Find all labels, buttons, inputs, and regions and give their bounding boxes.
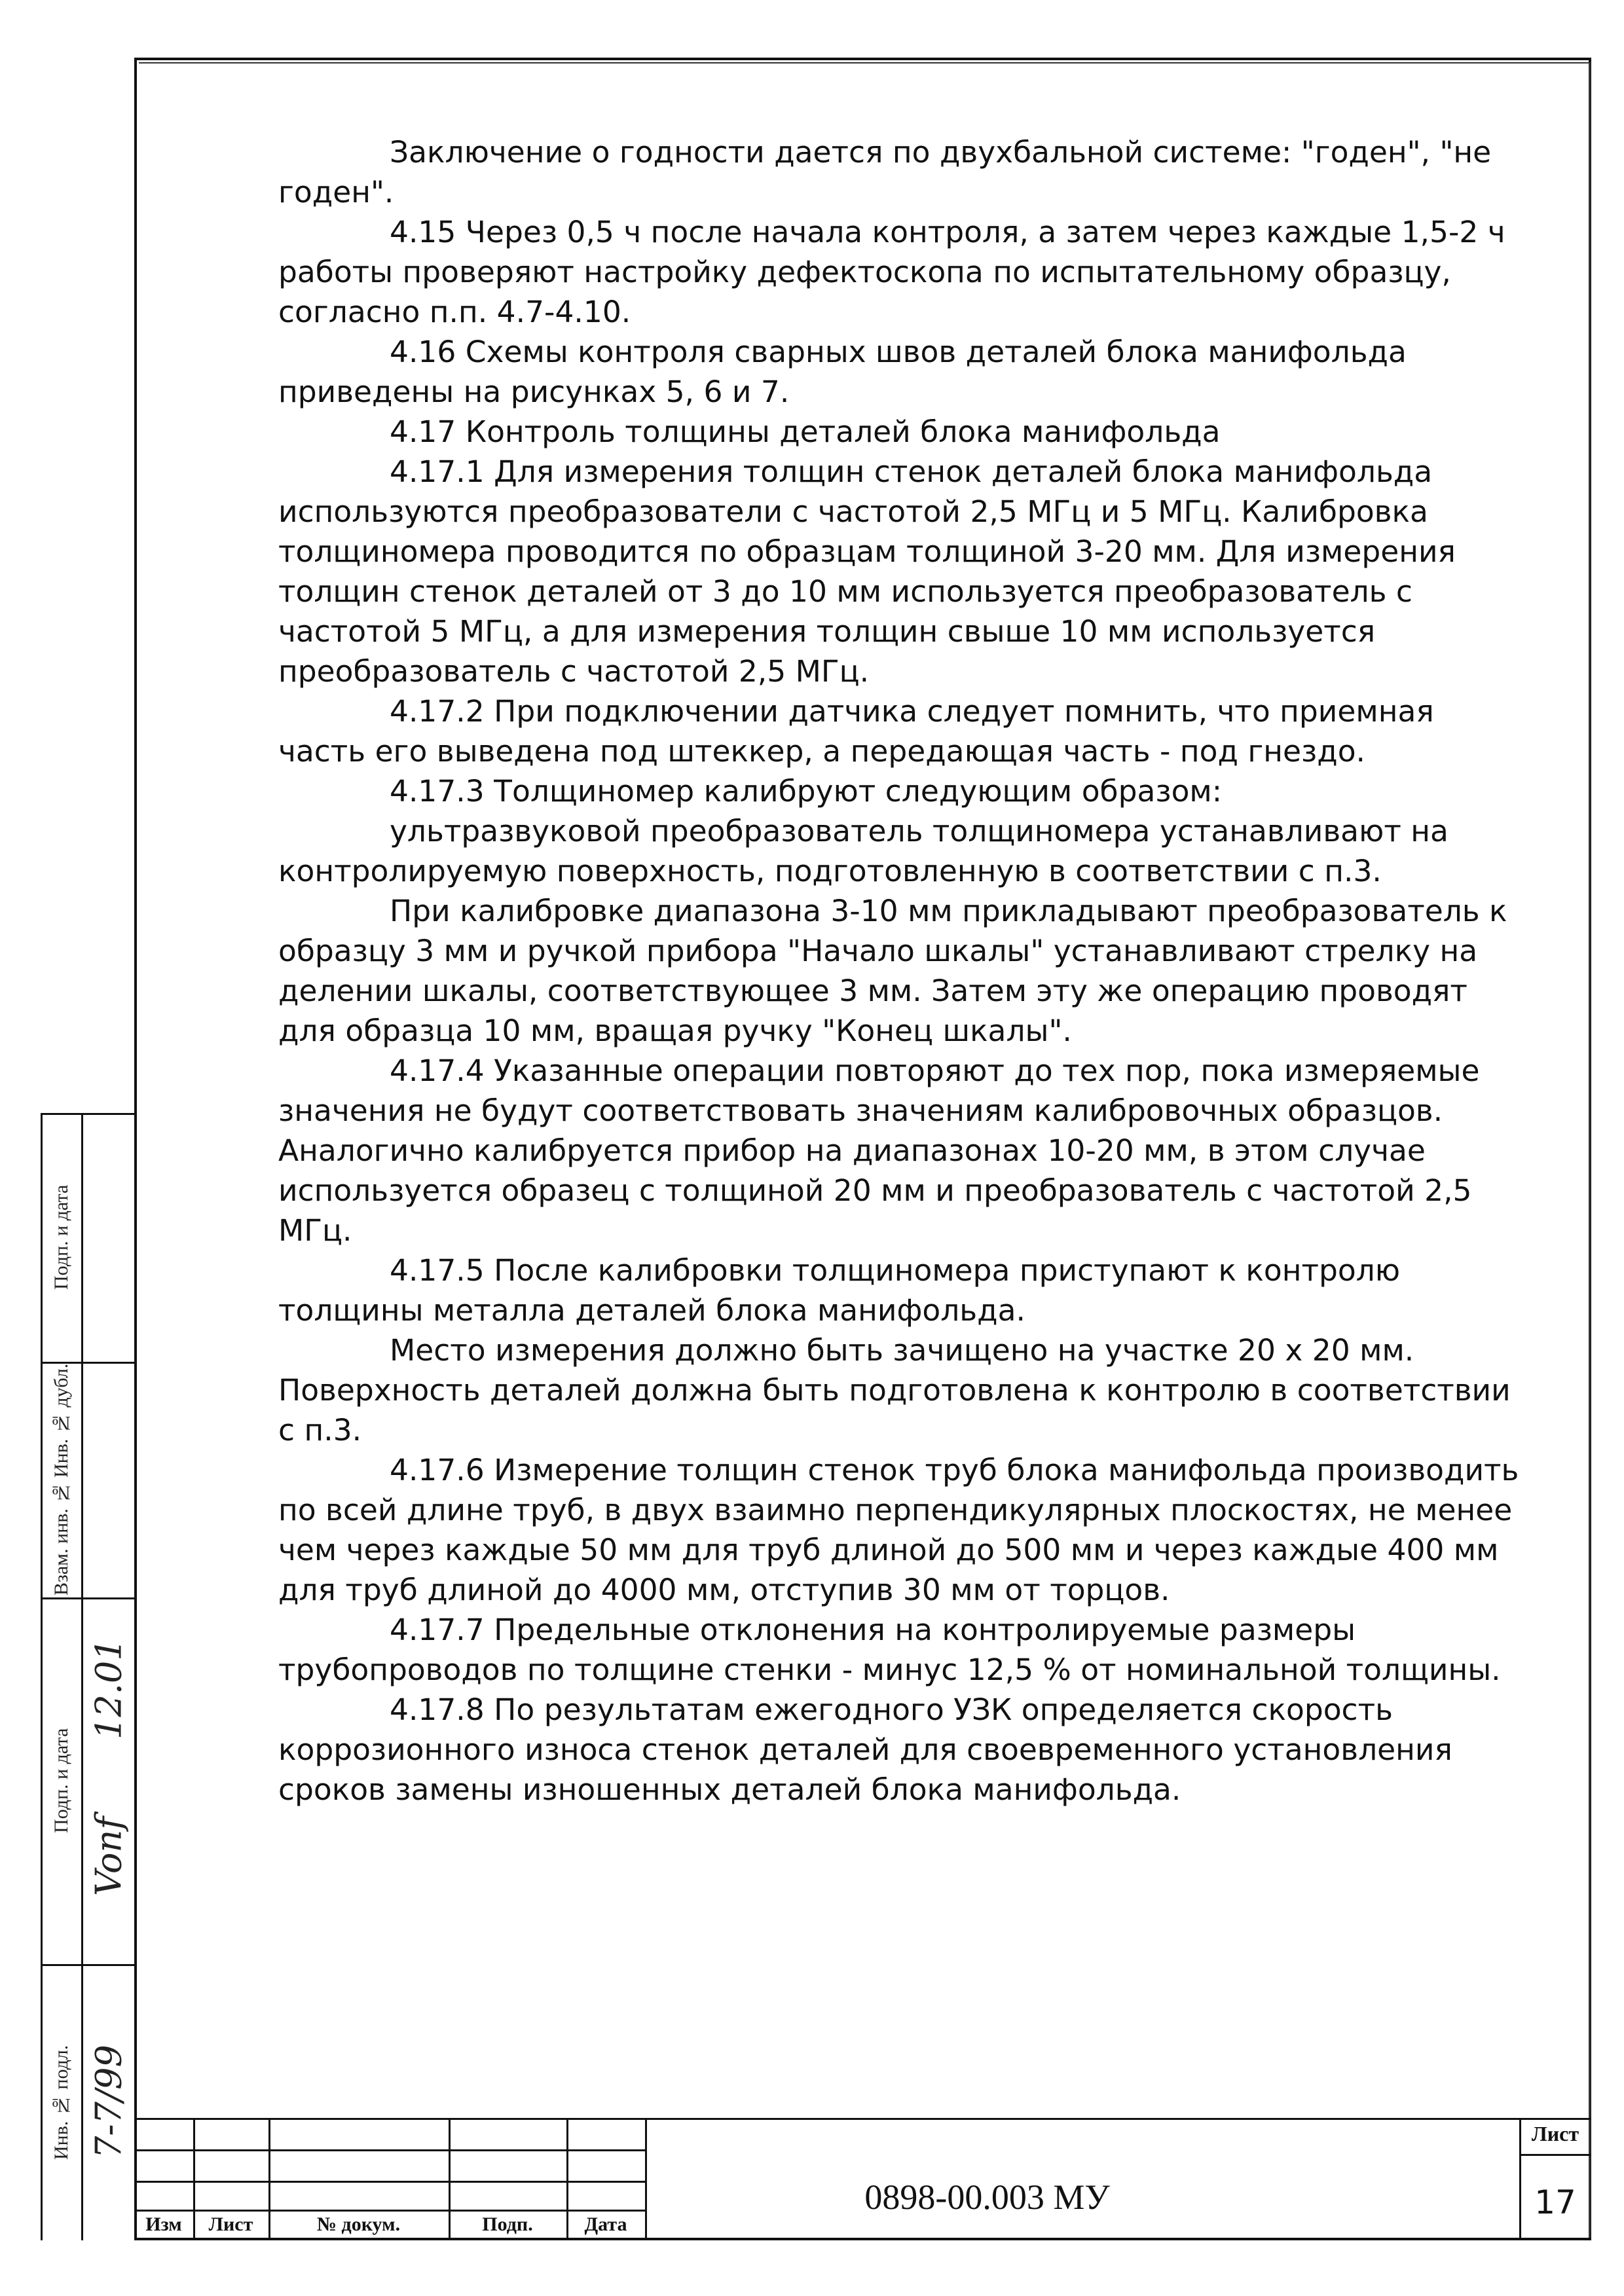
- paragraph: 4.17.2 При подключении датчика следует помнить, что приемная часть его выведена под штеккер, а передающая часть - под гнездо.: [278, 694, 1434, 769]
- stamp-label-inv-dubl: Инв. № дубл.: [50, 1363, 72, 1478]
- paragraph: 4.17.1 Для измерения толщин стенок деталей блока манифольда используются преобразователи с частотой 2,5 МГц и 5 МГц. Калибровка толщиномера проводится по образцам толщиной 3-20 мм. Для измерения толщин стенок деталей от 3 до 10 мм используется преобразователь с частотой 5 МГц, а для измерения толщин свыше 10 мм используется преобразователь с частотой 2,5 МГц.: [278, 454, 1456, 689]
- stamp-rule-middle: [81, 1113, 83, 2240]
- side-stamp: [41, 1113, 134, 2240]
- stamp-label-vzam-inv: Взам. инв. №: [50, 1482, 72, 1595]
- tb-label-podp: Подп.: [482, 2214, 533, 2235]
- stamp-label-inv-podl: Инв. № подл.: [50, 2045, 72, 2160]
- paragraph: 4.17.4 Указанные операции повторяют до тех пор, пока измеряемые значения не будут соответствовать значениям калибровочных образцов. Аналогично калибруется прибор на диапазонах 10-20 мм, в этом случае используется образец с толщиной 20 мм и преобразователь с частотой 2,5 МГц.: [278, 1053, 1480, 1248]
- paragraph: 4.15 Через 0,5 ч после начала контроля, а затем через каждые 1,5-2 ч работы проверяют настройку дефектоскопа по испытательному образцу, согласно п.п. 4.7-4.10.: [278, 215, 1505, 329]
- paragraph: При калибровке диапазона 3-10 мм прикладывают преобразователь к образцу 3 мм и ручкой прибора "Начало шкалы" устанавливают стрелку на делении шкалы, соответствующее 3 мм. Затем эту же операцию проводят для образца 10 мм, вращая ручку "Конец шкалы".: [278, 894, 1507, 1048]
- sheet-number: 17: [1534, 2183, 1576, 2221]
- stamp-label-podp-data-top: Подп. и дата: [50, 1184, 72, 1290]
- sheet-label: Лист: [1531, 2122, 1579, 2145]
- handwritten-inventory: 7-7/99: [88, 2045, 130, 2159]
- tb-line: [1519, 2154, 1591, 2156]
- document-body: [278, 132, 1522, 1810]
- tb-label-izm: Изм: [145, 2214, 182, 2235]
- paragraph: 4.17.6 Измерение толщин стенок труб блока манифольда производить по всей длине труб, в двух взаимно перпендикулярных плоскостях, не менее чем через каждые 50 мм для труб длиной до 500 мм и через каждые 400 мм для труб длиной до 4000 мм, отступив 30 мм от торцов.: [278, 1453, 1519, 1607]
- title-block: [134, 2118, 1591, 2240]
- handwritten-date: 12.01: [88, 1638, 130, 1740]
- stamp-label-podp-data: Подп. и дата: [50, 1728, 72, 1834]
- paragraph: 4.17.7 Предельные отклонения на контролируемые размеры трубопроводов по толщине стенки - минус 12,5 % от номинальной толщины.: [278, 1613, 1501, 1687]
- tb-line: [134, 2149, 645, 2151]
- stamp-rule-left: [41, 1113, 43, 2240]
- document-code: 0898-00.003 МУ: [864, 2178, 1110, 2217]
- paragraph: Место измерения должно быть зачищено на участке 20 х 20 мм. Поверхность деталей должна быть подготовлена к контролю в соответствии с п.3.: [278, 1333, 1511, 1448]
- paragraph: ультразвуковой преобразователь толщиномера устанавливают на контролируемую поверхность, подготовленную в соответствии с п.3.: [278, 814, 1449, 888]
- paragraph: Заключение о годности дается по двухбальной системе: "годен", "не годен".: [278, 135, 1492, 210]
- tb-line: [134, 2181, 645, 2183]
- tb-line: [134, 2210, 645, 2212]
- paragraph: 4.17.3 Толщиномер калибруют следующим образом:: [390, 774, 1223, 809]
- paragraph: 4.17.5 После калибровки толщиномера приступают к контролю толщины металла деталей блока манифольда.: [278, 1253, 1401, 1328]
- tb-label-data: Дата: [584, 2214, 627, 2235]
- paragraph: 4.17 Контроль толщины деталей блока манифольда: [390, 414, 1221, 449]
- tb-label-list: Лист: [208, 2214, 253, 2235]
- tb-label-n-dokum: № докум.: [316, 2214, 401, 2235]
- handwritten-signature: Vonf: [88, 1816, 130, 1896]
- tb-line: [134, 2118, 1591, 2120]
- paragraph: 4.16 Схемы контроля сварных швов деталей блока манифольда приведены на рисунках 5, 6 и 7.: [278, 335, 1407, 409]
- paragraph: 4.17.8 По результатам ежегодного УЗК определяется скорость коррозионного износа стенок деталей для своевременного установления сроков замены изношенных деталей блока манифольда.: [278, 1692, 1452, 1807]
